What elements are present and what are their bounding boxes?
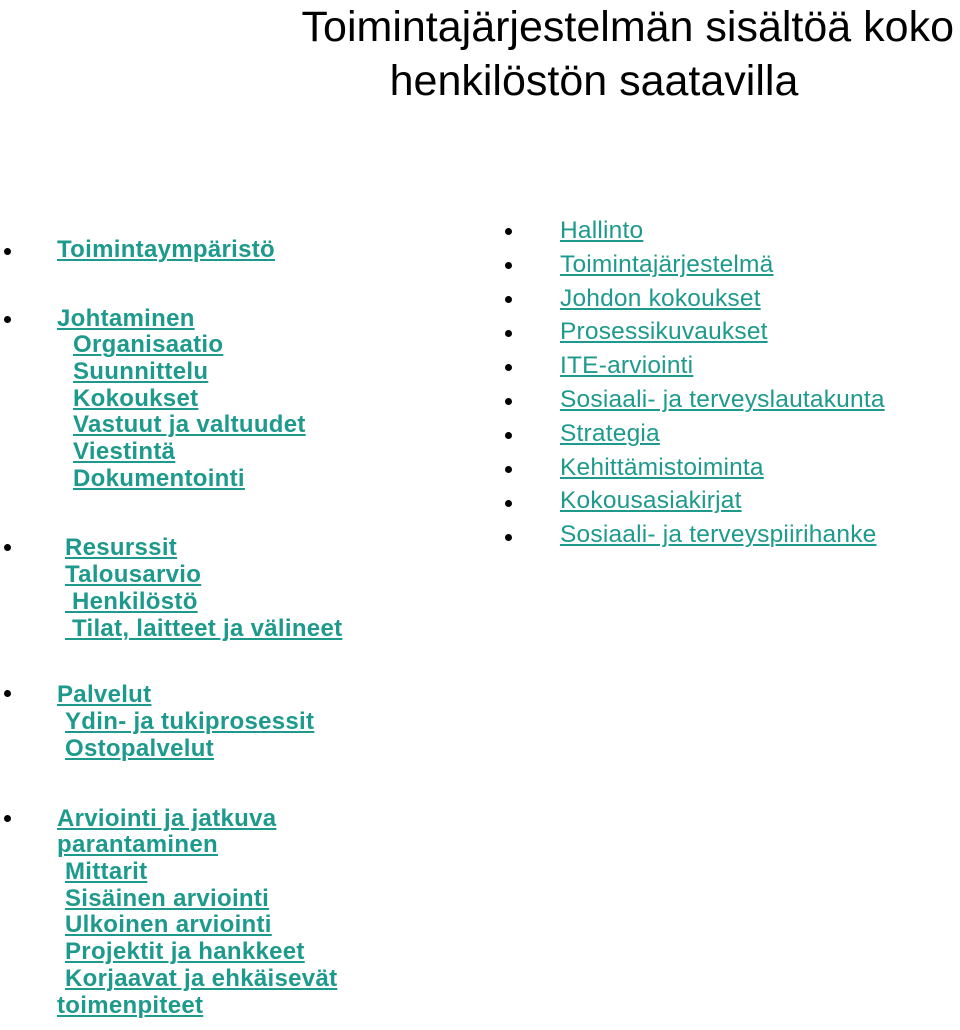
link-johdon-kokoukset[interactable]: Johdon kokoukset bbox=[560, 285, 761, 312]
link-mittarit[interactable]: Mittarit bbox=[65, 858, 148, 885]
link-suunnittelu[interactable]: Suunnittelu bbox=[73, 358, 209, 385]
link-toimintajarjestelma[interactable]: Toimintajärjestelmä bbox=[560, 251, 774, 278]
link-johtaminen[interactable]: Johtaminen bbox=[57, 305, 195, 332]
link-toimintaymparisto[interactable]: Toimintaympäristö bbox=[57, 236, 276, 263]
link-talousarvio[interactable]: Talousarvio bbox=[65, 561, 202, 588]
link-resurssit[interactable]: Resurssit bbox=[65, 534, 178, 561]
bullet-icon bbox=[505, 364, 512, 371]
link-palvelut[interactable]: Palvelut bbox=[57, 681, 152, 708]
link-toimenpiteet[interactable]: toimenpiteet bbox=[57, 992, 204, 1019]
link-viestinta[interactable]: Viestintä bbox=[73, 438, 176, 465]
bullet-icon bbox=[505, 296, 512, 303]
link-sosiaali-ja-terveyslautakunta[interactable]: Sosiaali- ja terveyslautakunta bbox=[560, 386, 885, 413]
bullet-icon bbox=[4, 248, 11, 255]
link-kehittamistoiminta[interactable]: Kehittämistoiminta bbox=[560, 454, 764, 481]
link-tilat-laitteet-ja-valineet[interactable]: Tilat, laitteet ja välineet bbox=[65, 615, 343, 642]
link-henkilosto[interactable]: Henkilöstö bbox=[65, 588, 198, 615]
bullet-icon bbox=[4, 690, 11, 697]
link-ostopalvelut[interactable]: Ostopalvelut bbox=[65, 735, 214, 762]
bullet-icon bbox=[4, 316, 11, 323]
bullet-icon bbox=[505, 398, 512, 405]
link-ulkoinen-arviointi[interactable]: Ulkoinen arviointi bbox=[65, 911, 272, 938]
bullet-icon bbox=[4, 544, 11, 551]
bullet-icon bbox=[505, 466, 512, 473]
title-line-2: henkilöstön saatavilla bbox=[389, 57, 799, 105]
link-strategia[interactable]: Strategia bbox=[560, 420, 660, 447]
bullet-icon bbox=[505, 534, 512, 541]
link-arviointi-heading-line-2[interactable]: parantaminen bbox=[57, 831, 218, 858]
link-korjaavat-ja-ehkaisevat[interactable]: Korjaavat ja ehkäisevät bbox=[65, 965, 338, 992]
link-vastuut-ja-valtuudet[interactable]: Vastuut ja valtuudet bbox=[73, 411, 306, 438]
link-ite-arviointi[interactable]: ITE-arviointi bbox=[560, 352, 694, 379]
bullet-icon bbox=[505, 432, 512, 439]
bullet-icon bbox=[505, 228, 512, 235]
link-projektit-ja-hankkeet[interactable]: Projektit ja hankkeet bbox=[65, 938, 305, 965]
link-ydin-ja-tukiprosessit[interactable]: Ydin- ja tukiprosessit bbox=[65, 708, 315, 735]
bullet-icon bbox=[505, 262, 512, 269]
link-kokoukset[interactable]: Kokoukset bbox=[73, 385, 199, 412]
link-organisaatio[interactable]: Organisaatio bbox=[73, 331, 224, 358]
title-line-1: Toimintajärjestelmän sisältöä koko bbox=[301, 3, 954, 51]
link-hallinto[interactable]: Hallinto bbox=[560, 217, 644, 244]
link-dokumentointi[interactable]: Dokumentointi bbox=[73, 465, 245, 492]
bullet-icon bbox=[505, 330, 512, 337]
page-title bbox=[54, 0, 954, 108]
link-kokousasiakirjat[interactable]: Kokousasiakirjat bbox=[560, 487, 742, 514]
link-arviointi-heading-line-1[interactable]: Arviointi ja jatkuva bbox=[57, 805, 277, 832]
bullet-icon bbox=[505, 500, 512, 507]
link-sosiaali-ja-terveyspiirihanke[interactable]: Sosiaali- ja terveyspiirihanke bbox=[560, 521, 877, 548]
bullet-icon bbox=[4, 815, 11, 822]
link-prosessikuvaukset[interactable]: Prosessikuvaukset bbox=[560, 318, 768, 345]
link-sisainen-arviointi[interactable]: Sisäinen arviointi bbox=[65, 885, 270, 912]
